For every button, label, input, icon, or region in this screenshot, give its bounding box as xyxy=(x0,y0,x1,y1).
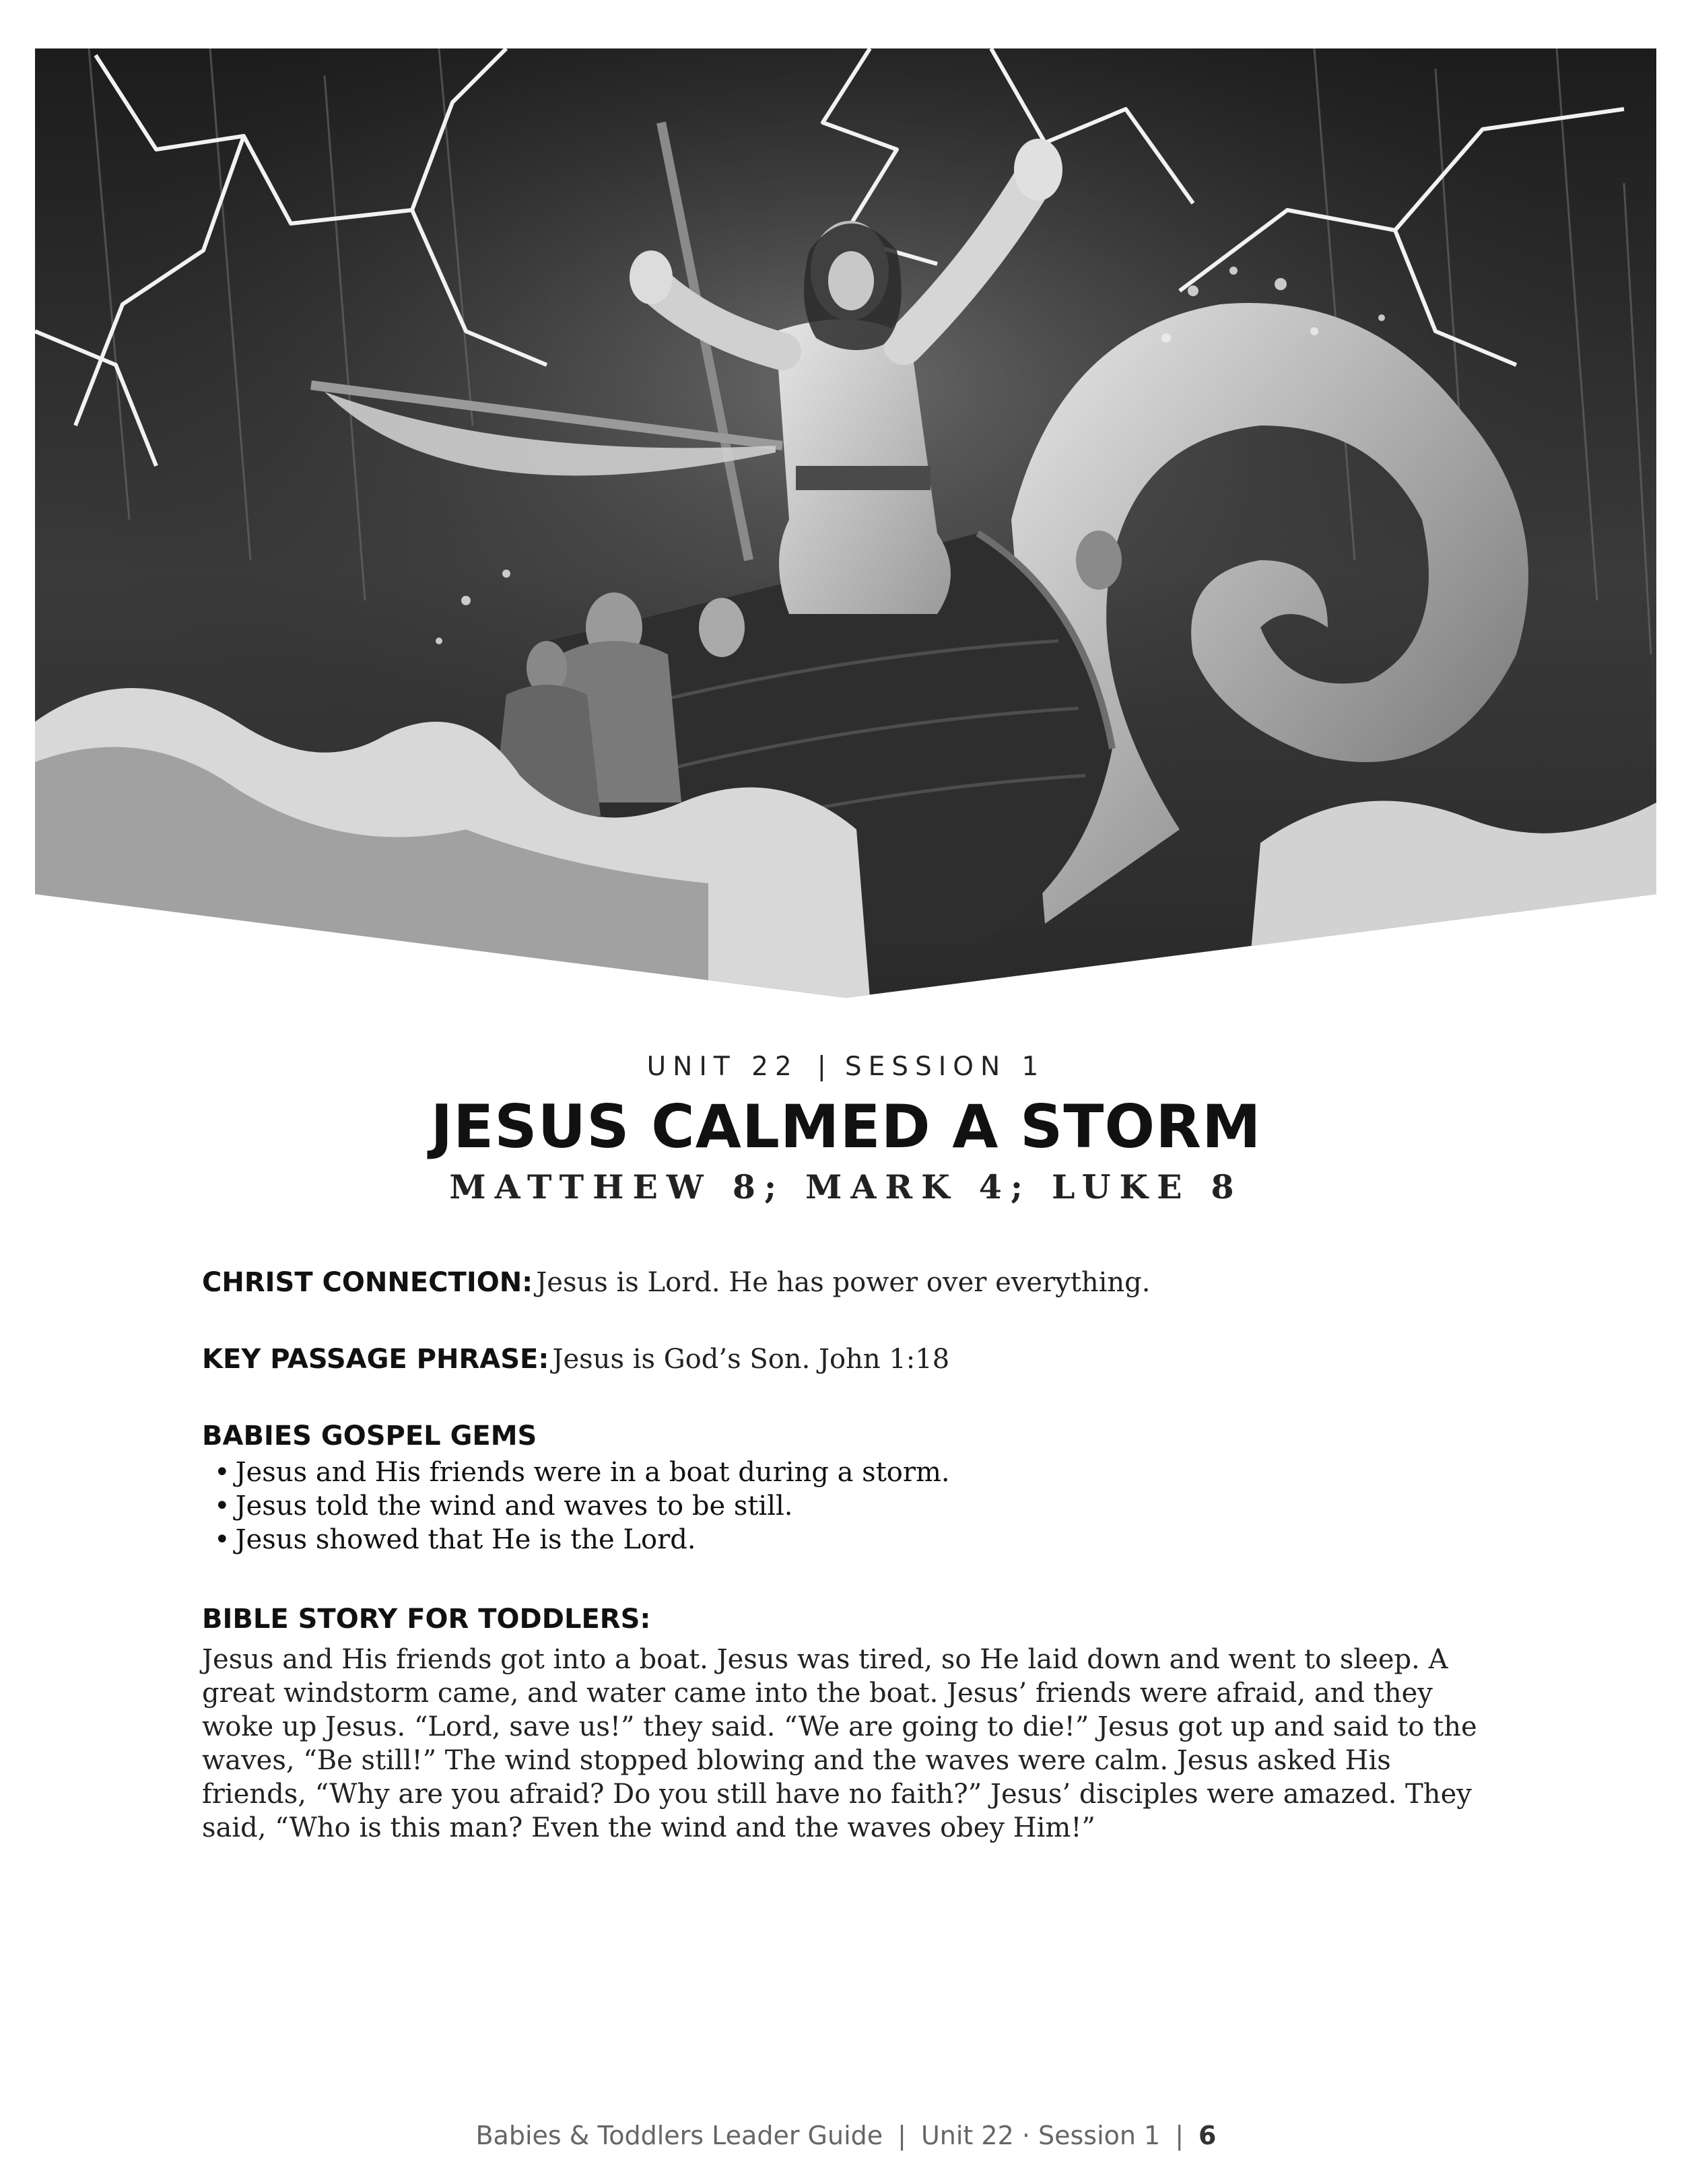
gospel-gems xyxy=(202,1421,1522,1557)
bible-story-text: Jesus and His friends got into a boat. Jesus was tired, so He laid down and went to sleep. A great windstorm came, and water came into the boat. Jesus’ friends were afraid, and they woke up Jesus. “Lord, save us!” they said. “We are going to die!” Jesus got up and said to the waves, “Be still!” The wind stopped blowing and the waves were calm. Jesus asked His friends, “Why are you afraid? Do you still have no faith?” Jesus’ disciples were amazed. They said, “Who is this man? Even the wind and the waves obey Him!” xyxy=(202,1644,1477,1843)
storm-scene-image xyxy=(35,48,1656,998)
bible-story xyxy=(202,1604,1522,1845)
key-passage-label: KEY PASSAGE PHRASE: xyxy=(202,1344,549,1375)
foreground-wave-right xyxy=(1247,801,1656,998)
storm-illustration xyxy=(35,48,1656,998)
christ-connection-text: Jesus is Lord. He has power over everything. xyxy=(536,1267,1151,1298)
list-item: • Jesus and His friends were in a boat during a storm. xyxy=(214,1456,1522,1489)
footer-guide-title: Babies & Toddlers Leader Guide xyxy=(475,2121,883,2150)
footer-separator: | xyxy=(898,2121,906,2150)
list-item: • Jesus told the wind and waves to be still. xyxy=(214,1489,1522,1523)
gospel-gems-list xyxy=(214,1456,1522,1557)
key-passage-text: Jesus is God’s Son. John 1:18 xyxy=(552,1344,950,1375)
footer-separator: | xyxy=(1175,2121,1184,2150)
scripture-reference: MATTHEW 8; MARK 4; LUKE 8 xyxy=(449,1167,1243,1206)
unit-session-separator: | xyxy=(817,1052,826,1082)
key-passage xyxy=(202,1344,1522,1375)
unit-label: UNIT 22 xyxy=(646,1052,799,1082)
unit-session-line xyxy=(0,1052,1692,1082)
page-number: 6 xyxy=(1198,2121,1217,2150)
christ-connection xyxy=(202,1267,1522,1298)
footer-session: Unit 22 · Session 1 xyxy=(920,2121,1161,2150)
bible-story-label: BIBLE STORY FOR TODDLERS: xyxy=(202,1604,651,1635)
list-item: • Jesus showed that He is the Lord. xyxy=(214,1523,1522,1557)
session-label: SESSION 1 xyxy=(844,1052,1046,1082)
page-footer xyxy=(0,2121,1692,2150)
page-title: JESUS CALMED A STORM xyxy=(430,1092,1262,1161)
gospel-gems-label: BABIES GOSPEL GEMS xyxy=(202,1421,537,1452)
christ-connection-label: CHRIST CONNECTION: xyxy=(202,1267,533,1298)
